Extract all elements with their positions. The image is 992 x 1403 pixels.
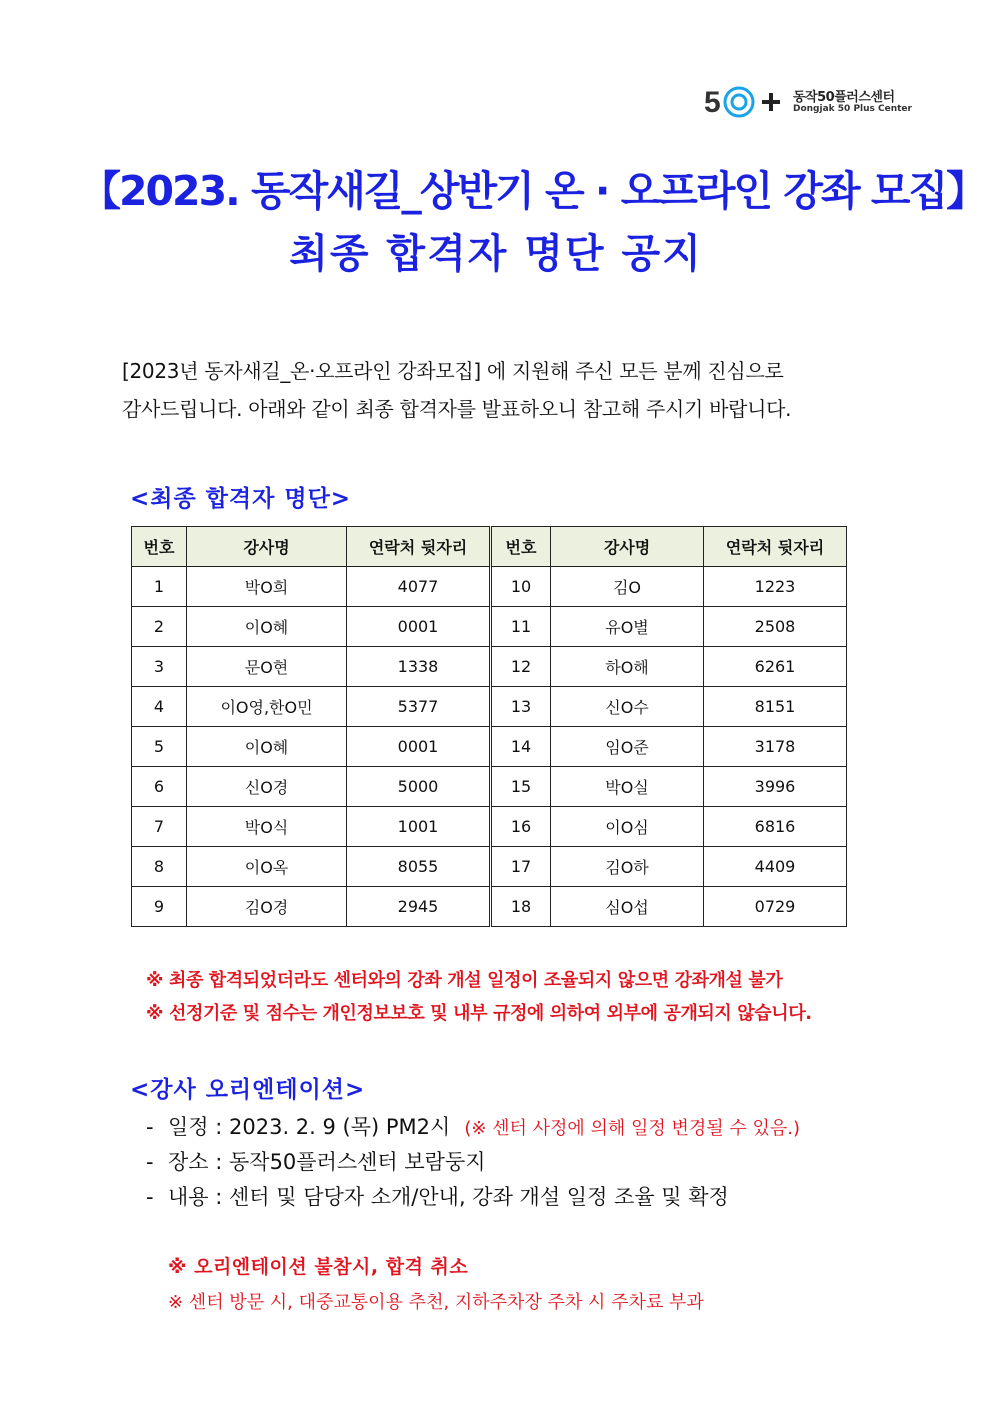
instructor-name: 임O준 <box>551 727 704 767</box>
phone-suffix: 5377 <box>347 687 491 727</box>
page-title-line2: 최종 합격자 명단 공지 <box>289 231 703 277</box>
instructor-name: 이O심 <box>551 807 704 847</box>
intro-line2: 감사드립니다. 아래와 같이 최종 합격자를 발표하오니 참고해 주시기 바랍니다. <box>122 397 792 421</box>
row-number: 18 <box>491 887 551 927</box>
table-row <box>132 847 847 887</box>
table-row <box>132 767 847 807</box>
phone-suffix: 0729 <box>704 887 847 927</box>
orientation-schedule <box>146 1110 800 1145</box>
schedule-text: 일정 : 2023. 2. 9 (목) PM2시 <box>168 1115 451 1139</box>
instructor-name: 박O식 <box>187 807 347 847</box>
row-number: 15 <box>491 767 551 807</box>
row-number: 6 <box>132 767 187 807</box>
instructor-name: 이O옥 <box>187 847 347 887</box>
roster-table <box>131 526 847 927</box>
row-number: 11 <box>491 607 551 647</box>
phone-suffix: 6261 <box>704 647 847 687</box>
table-row <box>132 687 847 727</box>
warning-parking: ※ 센터 방문 시, 대중교통이용 추천, 지하주차장 주차 시 주차료 부과 <box>168 1292 704 1313</box>
phone-suffix: 1338 <box>347 647 491 687</box>
table-row <box>132 607 847 647</box>
schedule-note: (※ 센터 사정에 의해 일정 변경될 수 있음.) <box>464 1118 801 1139</box>
table-row <box>132 807 847 847</box>
header-instructor: 강사명 <box>187 527 347 567</box>
center-logo <box>704 82 914 122</box>
roster-header-row <box>132 527 847 567</box>
instructor-name: 김O경 <box>187 887 347 927</box>
instructor-name: 심O섭 <box>551 887 704 927</box>
phone-suffix: 6816 <box>704 807 847 847</box>
phone-suffix: 0001 <box>347 607 491 647</box>
svg-text:5: 5 <box>704 86 721 119</box>
instructor-name: 김O <box>551 567 704 607</box>
table-row <box>132 567 847 607</box>
logo-name-korean: 동작50플러스센터 <box>793 90 895 105</box>
phone-suffix: 2945 <box>347 887 491 927</box>
row-number: 13 <box>491 687 551 727</box>
phone-suffix: 4077 <box>347 567 491 607</box>
instructor-name: 이O혜 <box>187 607 347 647</box>
logo-50plus-icon <box>704 82 788 122</box>
phone-suffix: 0001 <box>347 727 491 767</box>
instructor-name: 이O영,한O민 <box>187 687 347 727</box>
instructor-name: 김O하 <box>551 847 704 887</box>
header-number: 번호 <box>132 527 187 567</box>
phone-suffix: 3996 <box>704 767 847 807</box>
instructor-name: 신O경 <box>187 767 347 807</box>
list-dash: - <box>146 1185 154 1209</box>
orientation-content <box>146 1180 800 1215</box>
header-number: 번호 <box>491 527 551 567</box>
row-number: 10 <box>491 567 551 607</box>
logo-name-english: Dongjak 50 Plus Center <box>793 104 912 114</box>
instructor-name: 박O실 <box>551 767 704 807</box>
roster-heading: <최종 합격자 명단> <box>130 486 352 512</box>
list-dash: - <box>146 1150 154 1174</box>
intro-line1: [2023년 동자새길_온·오프라인 강좌모집] 에 지원해 주신 모든 분께 진심으로 <box>122 359 784 383</box>
orientation-place <box>146 1145 800 1180</box>
roster-body <box>132 567 847 927</box>
table-row <box>132 887 847 927</box>
table-row <box>132 727 847 767</box>
row-number: 1 <box>132 567 187 607</box>
row-number: 9 <box>132 887 187 927</box>
intro-paragraph <box>122 352 882 428</box>
instructor-name: 이O혜 <box>187 727 347 767</box>
header-phone-suffix: 연락처 뒷자리 <box>704 527 847 567</box>
instructor-name: 하O해 <box>551 647 704 687</box>
instructor-name: 문O현 <box>187 647 347 687</box>
header-phone-suffix: 연락처 뒷자리 <box>347 527 491 567</box>
list-dash: - <box>146 1115 154 1139</box>
page-title-line1: 【2023. 동작새길_상반기 온 · 오프라인 강좌 모집】 <box>80 167 986 215</box>
place-text: 장소 : 동작50플러스센터 보람둥지 <box>168 1150 486 1174</box>
notice-scheduling: ※ 최종 합격되었더라도 센터와의 강좌 개설 일정이 조율되지 않으면 강좌개설 불가 <box>146 970 783 991</box>
phone-suffix: 1223 <box>704 567 847 607</box>
row-number: 16 <box>491 807 551 847</box>
row-number: 3 <box>132 647 187 687</box>
phone-suffix: 1001 <box>347 807 491 847</box>
phone-suffix: 8055 <box>347 847 491 887</box>
row-number: 12 <box>491 647 551 687</box>
orientation-heading: <강사 오리엔테이션> <box>130 1077 366 1103</box>
header-instructor: 강사명 <box>551 527 704 567</box>
phone-suffix: 4409 <box>704 847 847 887</box>
row-number: 14 <box>491 727 551 767</box>
phone-suffix: 5000 <box>347 767 491 807</box>
row-number: 17 <box>491 847 551 887</box>
instructor-name: 신O수 <box>551 687 704 727</box>
row-number: 5 <box>132 727 187 767</box>
orientation-list <box>146 1110 800 1215</box>
phone-suffix: 8151 <box>704 687 847 727</box>
content-text: 내용 : 센터 및 담당자 소개/안내, 강좌 개설 일정 조율 및 확정 <box>168 1185 729 1209</box>
row-number: 4 <box>132 687 187 727</box>
instructor-name: 유O별 <box>551 607 704 647</box>
row-number: 8 <box>132 847 187 887</box>
table-row <box>132 647 847 687</box>
warning-absence: ※ 오리엔테이션 불참시, 합격 취소 <box>168 1256 469 1278</box>
row-number: 2 <box>132 607 187 647</box>
instructor-name: 박O희 <box>187 567 347 607</box>
phone-suffix: 2508 <box>704 607 847 647</box>
row-number: 7 <box>132 807 187 847</box>
phone-suffix: 3178 <box>704 727 847 767</box>
notice-privacy: ※ 선정기준 및 점수는 개인정보보호 및 내부 규정에 의하여 외부에 공개되지 않습니다. <box>146 1003 812 1024</box>
